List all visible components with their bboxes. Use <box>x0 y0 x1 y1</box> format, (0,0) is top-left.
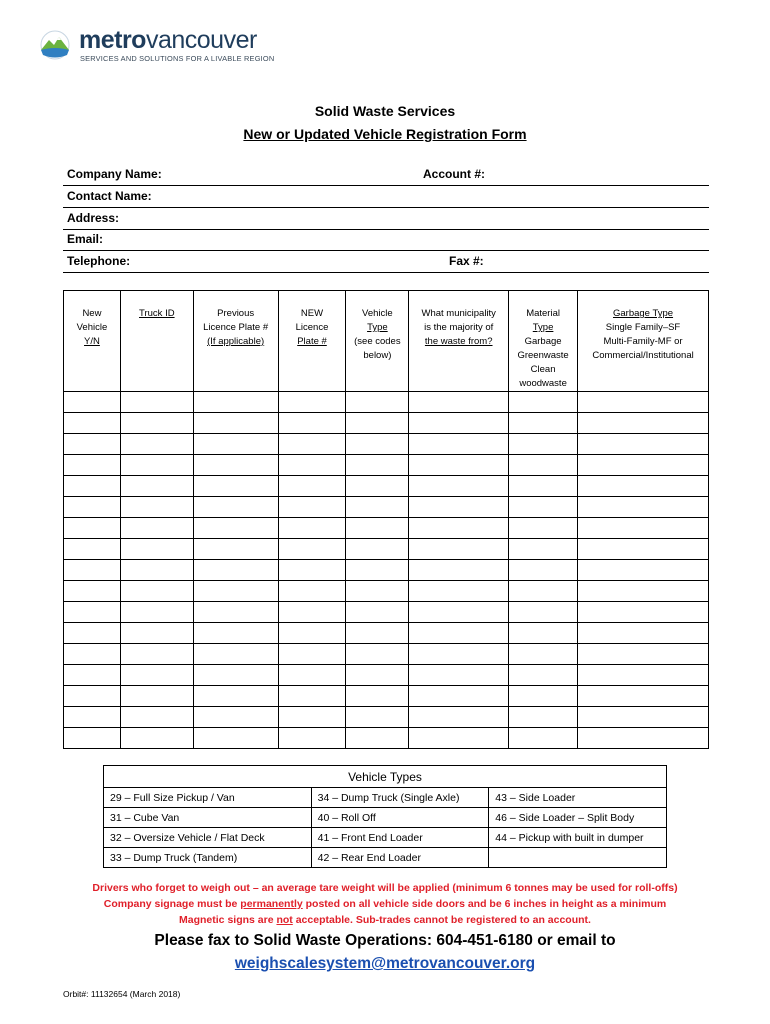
vehicle-type-cell: 44 – Pickup with built in dumper <box>489 828 667 848</box>
table-cell[interactable] <box>509 581 578 602</box>
table-cell[interactable] <box>509 476 578 497</box>
table-cell[interactable] <box>578 476 709 497</box>
table-cell[interactable] <box>578 602 709 623</box>
table-cell[interactable] <box>193 644 278 665</box>
table-cell[interactable] <box>64 476 121 497</box>
table-cell[interactable] <box>278 707 346 728</box>
table-cell[interactable] <box>409 392 509 413</box>
form-subtitle: New or Updated Vehicle Registration Form <box>243 126 527 142</box>
table-cell[interactable] <box>193 581 278 602</box>
table-cell[interactable] <box>509 686 578 707</box>
vehicle-type-cell: 42 – Rear End Loader <box>311 848 489 868</box>
table-cell[interactable] <box>578 686 709 707</box>
table-cell[interactable] <box>409 476 509 497</box>
registration-rows <box>64 392 709 749</box>
table-row <box>64 392 709 413</box>
table-cell[interactable] <box>509 539 578 560</box>
table-cell[interactable] <box>64 728 121 749</box>
table-cell[interactable] <box>64 623 121 644</box>
table-cell[interactable] <box>278 392 346 413</box>
table-cell[interactable] <box>193 455 278 476</box>
table-cell[interactable] <box>509 707 578 728</box>
table-cell[interactable] <box>578 434 709 455</box>
table-cell[interactable] <box>278 602 346 623</box>
table-cell[interactable] <box>193 476 278 497</box>
vehicle-type-cell: 41 – Front End Loader <box>311 828 489 848</box>
form-title: Solid Waste Services <box>314 103 456 119</box>
vehicle-type-row <box>104 788 667 808</box>
table-cell[interactable] <box>193 539 278 560</box>
company-row[interactable] <box>63 164 709 186</box>
table-cell[interactable] <box>120 644 193 665</box>
table-cell[interactable] <box>409 665 509 686</box>
table-cell[interactable] <box>120 539 193 560</box>
table-cell[interactable] <box>64 518 121 539</box>
table-row <box>64 644 709 665</box>
table-cell[interactable] <box>509 560 578 581</box>
table-cell[interactable] <box>193 686 278 707</box>
table-cell[interactable] <box>278 623 346 644</box>
table-cell[interactable] <box>120 560 193 581</box>
vehicle-types-heading: Vehicle Types <box>104 766 667 788</box>
fax-label: Fax #: <box>449 254 484 268</box>
table-cell[interactable] <box>64 581 121 602</box>
table-row <box>64 707 709 728</box>
address-row[interactable] <box>63 208 709 230</box>
table-cell[interactable] <box>278 665 346 686</box>
table-cell[interactable] <box>64 686 121 707</box>
table-cell[interactable] <box>578 518 709 539</box>
table-cell[interactable] <box>346 434 409 455</box>
table-cell[interactable] <box>346 686 409 707</box>
vehicle-type-cell: 40 – Roll Off <box>311 808 489 828</box>
table-cell[interactable] <box>64 560 121 581</box>
table-cell[interactable] <box>346 728 409 749</box>
table-cell[interactable] <box>278 644 346 665</box>
vehicle-type-cell: 46 – Side Loader – Split Body <box>489 808 667 828</box>
table-cell[interactable] <box>509 413 578 434</box>
email-row[interactable] <box>63 229 709 251</box>
vehicle-types-table <box>103 765 667 868</box>
table-cell[interactable] <box>278 686 346 707</box>
table-cell[interactable] <box>64 665 121 686</box>
table-row <box>64 581 709 602</box>
table-cell[interactable] <box>578 455 709 476</box>
table-cell[interactable] <box>193 518 278 539</box>
vehicle-type-cell: 31 – Cube Van <box>104 808 312 828</box>
vehicle-registration-table <box>63 290 709 749</box>
table-cell[interactable] <box>509 392 578 413</box>
table-cell[interactable] <box>346 602 409 623</box>
col-vehicle-type: Vehicle Type (see codes below) <box>346 291 409 392</box>
contact-name-label: Contact Name: <box>67 189 152 203</box>
table-cell[interactable] <box>120 413 193 434</box>
table-cell[interactable] <box>64 455 121 476</box>
telephone-row[interactable] <box>63 251 709 273</box>
table-row <box>64 560 709 581</box>
table-cell[interactable] <box>346 455 409 476</box>
table-cell[interactable] <box>578 497 709 518</box>
table-cell[interactable] <box>346 392 409 413</box>
table-cell[interactable] <box>120 728 193 749</box>
table-cell[interactable] <box>509 518 578 539</box>
vehicle-type-cell <box>489 848 667 868</box>
metro-vancouver-logo <box>37 28 317 68</box>
table-cell[interactable] <box>409 623 509 644</box>
table-row <box>64 518 709 539</box>
table-cell[interactable] <box>509 623 578 644</box>
table-cell[interactable] <box>193 728 278 749</box>
contact-row[interactable] <box>63 186 709 208</box>
table-cell[interactable] <box>346 539 409 560</box>
col-garbage-type: Garbage Type Single Family–SF Multi-Family-MF or Commercial/Institutional <box>578 291 709 392</box>
table-row <box>64 455 709 476</box>
vehicle-type-cell: 34 – Dump Truck (Single Axle) <box>311 788 489 808</box>
table-cell[interactable] <box>120 455 193 476</box>
table-cell[interactable] <box>346 518 409 539</box>
vehicle-type-row <box>104 828 667 848</box>
table-cell[interactable] <box>193 392 278 413</box>
table-cell[interactable] <box>509 602 578 623</box>
table-cell[interactable] <box>346 623 409 644</box>
table-cell[interactable] <box>509 728 578 749</box>
table-cell[interactable] <box>120 476 193 497</box>
table-cell[interactable] <box>578 560 709 581</box>
table-cell[interactable] <box>64 434 121 455</box>
table-cell[interactable] <box>120 602 193 623</box>
table-cell[interactable] <box>578 581 709 602</box>
table-cell[interactable] <box>346 581 409 602</box>
table-cell[interactable] <box>64 497 121 518</box>
table-row <box>64 623 709 644</box>
table-cell[interactable] <box>193 560 278 581</box>
table-cell[interactable] <box>509 434 578 455</box>
table-cell[interactable] <box>578 728 709 749</box>
table-cell[interactable] <box>409 707 509 728</box>
table-cell[interactable] <box>346 665 409 686</box>
table-cell[interactable] <box>278 413 346 434</box>
table-row <box>64 497 709 518</box>
table-cell[interactable] <box>278 518 346 539</box>
logo-wordmark: metrovancouver <box>79 26 257 54</box>
table-cell[interactable] <box>120 581 193 602</box>
table-cell[interactable] <box>346 560 409 581</box>
table-cell[interactable] <box>64 644 121 665</box>
table-cell[interactable] <box>578 392 709 413</box>
col-municipality: What municipality is the majority of the waste from? <box>409 291 509 392</box>
table-cell[interactable] <box>64 539 121 560</box>
table-cell[interactable] <box>120 518 193 539</box>
table-cell[interactable] <box>64 707 121 728</box>
vehicle-type-cell: 33 – Dump Truck (Tandem) <box>104 848 312 868</box>
table-cell[interactable] <box>278 476 346 497</box>
table-cell[interactable] <box>120 623 193 644</box>
vehicle-type-cell: 32 – Oversize Vehicle / Flat Deck <box>104 828 312 848</box>
table-row <box>64 602 709 623</box>
table-cell[interactable] <box>578 665 709 686</box>
email-label: Email: <box>67 232 104 246</box>
col-truck-id: Truck ID <box>120 291 193 392</box>
table-cell[interactable] <box>409 539 509 560</box>
table-cell[interactable] <box>193 497 278 518</box>
notice-line-2: Company signage must be permanently posted on all vehicle side doors and be 6 inches in height as a minimum <box>103 898 667 910</box>
table-cell[interactable] <box>278 455 346 476</box>
table-cell[interactable] <box>120 497 193 518</box>
table-cell[interactable] <box>278 434 346 455</box>
table-row <box>64 476 709 497</box>
table-cell[interactable] <box>409 434 509 455</box>
vehicle-type-cell: 29 – Full Size Pickup / Van <box>104 788 312 808</box>
company-name-label: Company Name: <box>67 167 162 181</box>
table-row <box>64 413 709 434</box>
table-cell[interactable] <box>64 392 121 413</box>
table-cell[interactable] <box>278 560 346 581</box>
orbit-number: Orbit#: 11132654 (March 2018) <box>63 989 181 999</box>
table-cell[interactable] <box>578 623 709 644</box>
col-previous-plate: Previous Licence Plate # (If applicable) <box>193 291 278 392</box>
table-cell[interactable] <box>346 476 409 497</box>
table-cell[interactable] <box>509 455 578 476</box>
address-label: Address: <box>67 211 120 225</box>
col-new-plate: NEW Licence Plate # <box>278 291 346 392</box>
table-cell[interactable] <box>193 413 278 434</box>
table-cell[interactable] <box>346 644 409 665</box>
table-cell[interactable] <box>409 560 509 581</box>
account-label: Account #: <box>423 167 486 181</box>
telephone-label: Telephone: <box>67 254 131 268</box>
table-cell[interactable] <box>409 518 509 539</box>
table-cell[interactable] <box>278 728 346 749</box>
table-cell[interactable] <box>578 413 709 434</box>
table-cell[interactable] <box>278 539 346 560</box>
notice-line-1: Drivers who forget to weigh out – an average tare weight will be applied (minimum 6 tonnes may be used for roll-offs) <box>92 882 678 894</box>
table-row <box>64 434 709 455</box>
table-cell[interactable] <box>193 707 278 728</box>
table-cell[interactable] <box>346 413 409 434</box>
table-cell[interactable] <box>193 623 278 644</box>
col-material-type: Material Type Garbage Greenwaste Clean woodwaste <box>509 291 578 392</box>
table-cell[interactable] <box>409 413 509 434</box>
table-cell[interactable] <box>193 602 278 623</box>
table-cell[interactable] <box>509 665 578 686</box>
table-row <box>64 728 709 749</box>
table-cell[interactable] <box>409 728 509 749</box>
table-cell[interactable] <box>409 644 509 665</box>
table-row <box>64 539 709 560</box>
table-cell[interactable] <box>578 644 709 665</box>
table-cell[interactable] <box>409 686 509 707</box>
table-cell[interactable] <box>278 581 346 602</box>
mountain-logo-icon <box>37 30 73 60</box>
table-cell[interactable] <box>120 686 193 707</box>
vehicle-type-cell: 43 – Side Loader <box>489 788 667 808</box>
table-cell[interactable] <box>409 497 509 518</box>
table-cell[interactable] <box>64 413 121 434</box>
table-cell[interactable] <box>346 707 409 728</box>
table-cell[interactable] <box>193 665 278 686</box>
table-cell[interactable] <box>409 455 509 476</box>
table-cell[interactable] <box>64 602 121 623</box>
table-cell[interactable] <box>120 434 193 455</box>
table-cell[interactable] <box>120 707 193 728</box>
table-cell[interactable] <box>509 497 578 518</box>
table-row <box>64 665 709 686</box>
table-cell[interactable] <box>120 392 193 413</box>
table-cell[interactable] <box>120 665 193 686</box>
vehicle-type-row <box>104 848 667 868</box>
notice-line-3: Magnetic signs are not acceptable. Sub-trades cannot be registered to an account. <box>179 914 591 926</box>
logo-tagline: SERVICES AND SOLUTIONS FOR A LIVABLE REGION <box>80 54 275 63</box>
table-row <box>64 686 709 707</box>
table-cell[interactable] <box>578 539 709 560</box>
table-cell[interactable] <box>278 497 346 518</box>
vehicle-type-row <box>104 808 667 828</box>
table-cell[interactable] <box>578 707 709 728</box>
table-cell[interactable] <box>509 644 578 665</box>
table-cell[interactable] <box>409 581 509 602</box>
email-link[interactable]: weighscalesystem@metrovancouver.org <box>234 955 536 972</box>
fax-instructions: Please fax to Solid Waste Operations: 604-451-6180 or email to <box>154 932 616 949</box>
table-cell[interactable] <box>193 434 278 455</box>
col-new-vehicle: New Vehicle Y/N <box>64 291 121 392</box>
table-cell[interactable] <box>346 497 409 518</box>
table-cell[interactable] <box>409 602 509 623</box>
